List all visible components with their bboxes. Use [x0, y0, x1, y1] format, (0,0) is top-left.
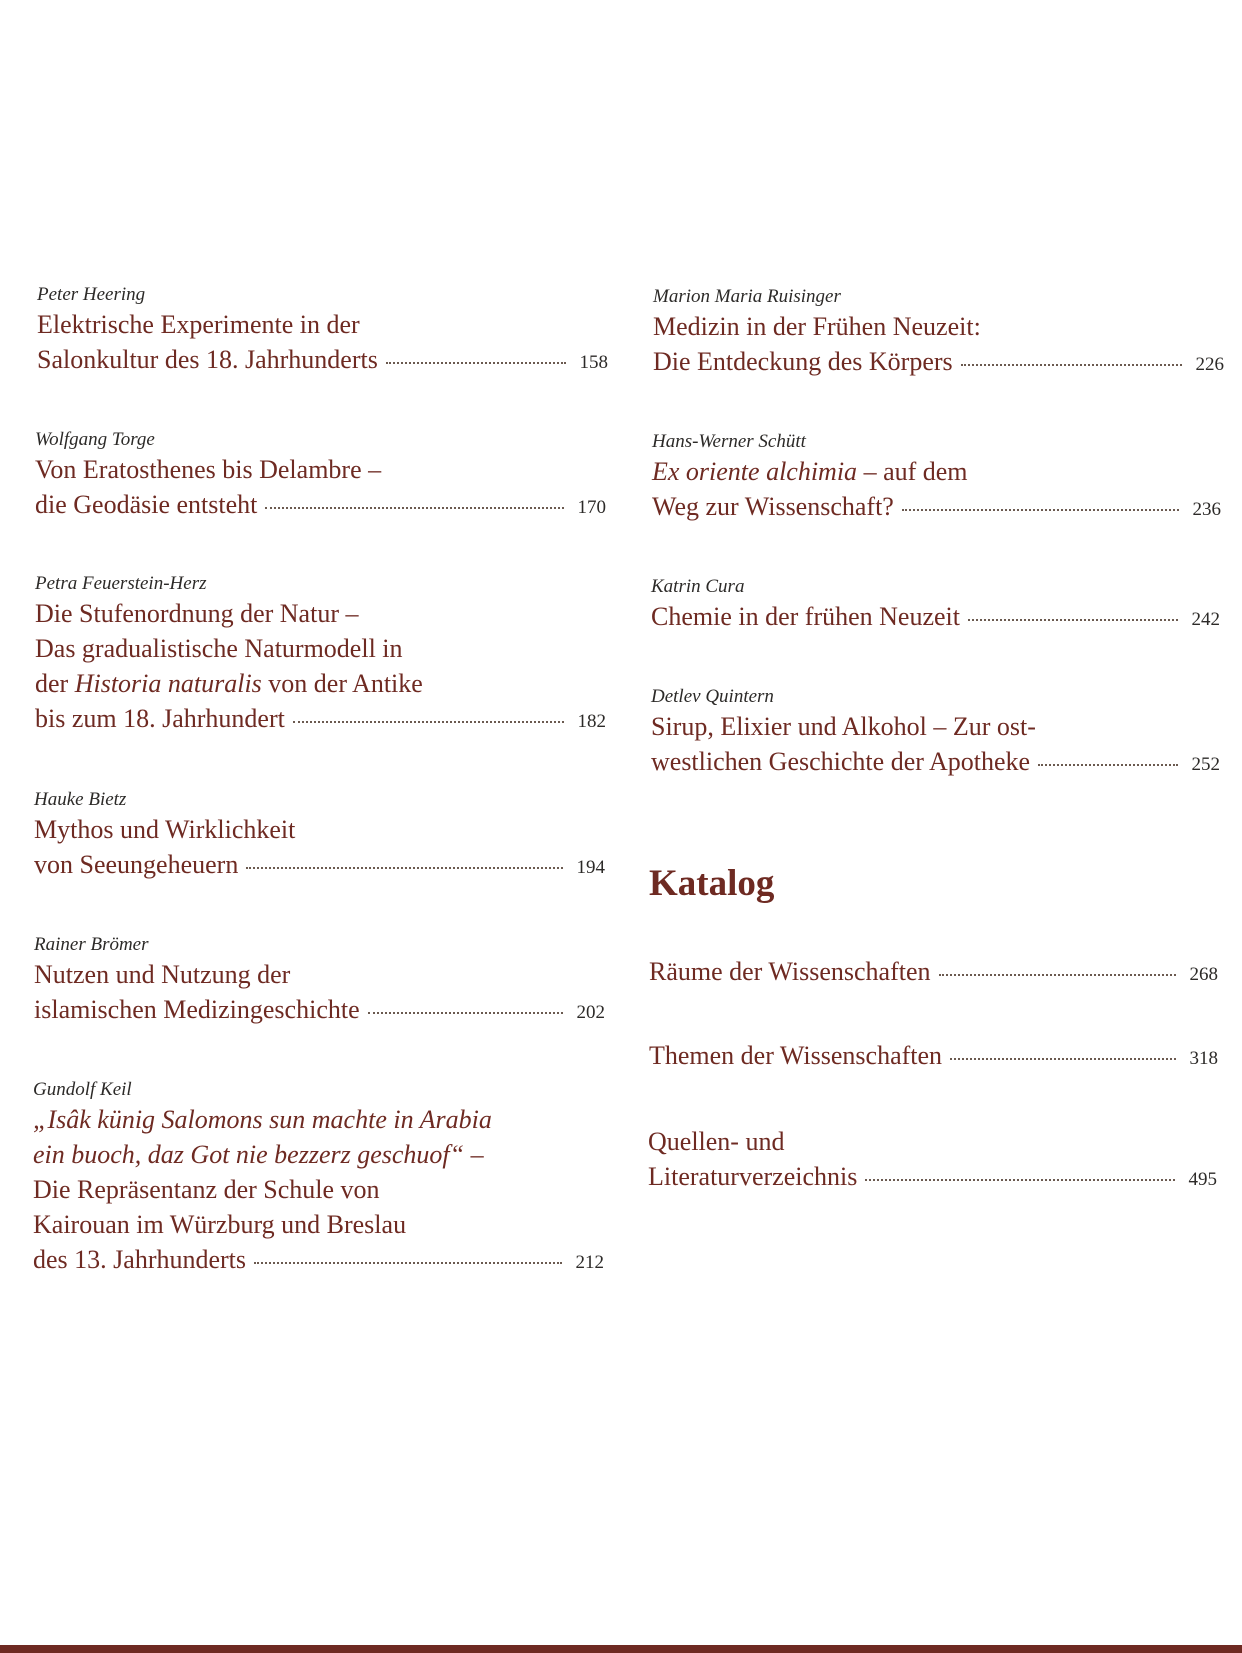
toc-entry[interactable] [35, 428, 606, 522]
title-line [653, 344, 1224, 379]
title-segment: von der Antike [261, 669, 423, 698]
page-number: 268 [1189, 964, 1218, 985]
title-line [35, 631, 606, 666]
title-segment: der [35, 669, 75, 698]
title-line [33, 1172, 604, 1207]
title-line [648, 1159, 1217, 1194]
toc-entry[interactable] [35, 572, 606, 736]
title-line [35, 666, 606, 701]
title-line [34, 992, 605, 1027]
katalog-entry[interactable] [648, 1124, 1217, 1194]
katalog-entry[interactable] [649, 1038, 1218, 1073]
toc-entry[interactable] [34, 788, 605, 882]
title-text [33, 1175, 380, 1204]
title-line [35, 487, 606, 522]
title-text [648, 1159, 857, 1194]
title-text [649, 954, 931, 989]
page-number: 158 [579, 352, 608, 373]
title-segment: des 13. Jahrhunderts [33, 1245, 247, 1274]
title-line [651, 744, 1220, 779]
title-line [33, 1102, 604, 1137]
dot-leader [865, 1179, 1175, 1181]
title-text [37, 342, 378, 377]
title-text [34, 815, 295, 844]
page-number: 212 [575, 1252, 604, 1273]
title-text [651, 599, 960, 634]
title-line [37, 342, 608, 377]
title-line [34, 957, 605, 992]
title-line [33, 1137, 604, 1172]
title-segment: islamischen Medizingeschichte [34, 995, 360, 1024]
title-line [35, 452, 606, 487]
dot-leader [961, 364, 1182, 366]
dot-leader [968, 619, 1178, 621]
title-text [653, 344, 953, 379]
title-text [35, 599, 358, 628]
title-line [653, 309, 1224, 344]
title-text [651, 744, 1030, 779]
page-number: 182 [577, 711, 606, 732]
page-number: 236 [1192, 499, 1221, 520]
katalog-heading: Katalog [649, 863, 775, 904]
dot-leader [939, 974, 1177, 976]
title-segment: – [464, 1140, 484, 1169]
title-line [35, 701, 606, 736]
toc-entry[interactable] [33, 1078, 604, 1277]
title-italic-segment: Historia naturalis [74, 669, 262, 698]
title-line [648, 1124, 1217, 1159]
author-name: Hans-Werner Schütt [652, 431, 806, 452]
bottom-bar [0, 1645, 1242, 1653]
title-segment: Räume der Wissenschaften [649, 957, 931, 986]
page-number: 226 [1195, 354, 1224, 375]
title-text [34, 992, 360, 1027]
dot-leader [902, 509, 1179, 511]
page-number: 252 [1191, 754, 1220, 775]
title-text [33, 1140, 484, 1169]
page-number: 194 [576, 857, 605, 878]
title-segment: Mythos und Wirklichkeit [34, 815, 296, 844]
title-segment: Weg zur Wissenschaft? [652, 492, 894, 521]
katalog-entry[interactable] [649, 954, 1218, 989]
title-segment: Sirup, Elixier und Alkohol – Zur ost- [651, 712, 1036, 741]
title-segment: Salonkultur des 18. Jahrhunderts [37, 345, 378, 374]
title-segment: bis zum 18. Jahrhundert [35, 704, 285, 733]
title-line [652, 489, 1221, 524]
toc-entry[interactable] [652, 430, 1221, 524]
toc-entry[interactable] [34, 933, 605, 1027]
author-name: Katrin Cura [651, 576, 745, 597]
page-number: 495 [1188, 1169, 1217, 1190]
dot-leader [368, 1012, 563, 1014]
title-line [35, 596, 606, 631]
title-line [649, 1038, 1218, 1073]
title-text [35, 634, 403, 663]
title-segment: Die Stufenordnung der Natur – [35, 599, 359, 628]
toc-entry[interactable] [37, 283, 608, 377]
title-line [34, 847, 605, 882]
title-segment: Medizin in der Frühen Neuzeit: [653, 312, 981, 341]
title-segment: Die Entdeckung des Körpers [653, 347, 953, 376]
title-text [649, 1038, 942, 1073]
title-text [34, 960, 290, 989]
dot-leader [265, 507, 564, 509]
title-segment: Nutzen und Nutzung der [34, 960, 291, 989]
title-text [653, 312, 981, 341]
author-name: Detlev Quintern [651, 686, 774, 707]
author-name: Petra Feuerstein-Herz [35, 573, 207, 594]
title-text [33, 1105, 492, 1134]
title-text [35, 669, 423, 698]
title-line [34, 812, 605, 847]
title-line [37, 307, 608, 342]
author-name: Wolfgang Torge [35, 429, 155, 450]
title-line [649, 954, 1218, 989]
title-text [652, 457, 968, 486]
dot-leader [1038, 764, 1178, 766]
title-text [35, 487, 257, 522]
title-line [651, 599, 1220, 634]
dot-leader [254, 1262, 562, 1264]
page-number: 170 [577, 497, 606, 518]
title-italic-segment: Ex oriente alchimia [652, 457, 858, 486]
author-name: Hauke Bietz [34, 789, 127, 810]
title-segment: Das gradualistische Naturmodell in [35, 634, 403, 663]
author-name: Rainer Brömer [34, 934, 149, 955]
title-italic-segment: ein buoch, daz Got nie bezzerz geschuof“ [33, 1140, 465, 1169]
title-segment: Die Repräsentanz der Schule von [33, 1175, 380, 1204]
title-text [33, 1210, 406, 1239]
title-line [33, 1207, 604, 1242]
title-text [33, 1242, 246, 1277]
title-segment: – auf dem [857, 457, 968, 486]
title-segment: die Geodäsie entsteht [35, 490, 258, 519]
title-segment: Themen der Wissenschaften [649, 1041, 943, 1070]
title-text [652, 489, 894, 524]
title-segment: Quellen- und [648, 1127, 785, 1156]
title-line [33, 1242, 604, 1277]
author-name: Peter Heering [37, 284, 146, 305]
author-name: Marion Maria Ruisinger [653, 286, 841, 307]
dot-leader [246, 867, 563, 869]
title-italic-segment: „Isâk künig Salomons sun machte in Arabia [33, 1105, 492, 1134]
title-text [648, 1127, 784, 1156]
title-text [35, 701, 285, 736]
title-text [35, 455, 381, 484]
author-name: Gundolf Keil [33, 1079, 132, 1100]
title-segment: von Seeungeheuern [34, 850, 239, 879]
page-number: 202 [576, 1002, 605, 1023]
title-segment: Elektrische Experimente in der [37, 310, 360, 339]
dot-leader [950, 1058, 1176, 1060]
title-line [652, 454, 1221, 489]
title-line [651, 709, 1220, 744]
dot-leader [386, 362, 566, 364]
title-text [34, 847, 238, 882]
toc-entry[interactable] [651, 685, 1220, 779]
title-text [37, 310, 360, 339]
dot-leader [293, 721, 564, 723]
toc-entry[interactable] [653, 285, 1224, 379]
title-segment: Literaturverzeichnis [648, 1162, 858, 1191]
toc-entry[interactable] [651, 575, 1220, 634]
page-number: 318 [1189, 1048, 1218, 1069]
title-text [651, 712, 1036, 741]
title-segment: westlichen Geschichte der Apotheke [651, 747, 1031, 776]
title-segment: Kairouan im Würzburg und Breslau [33, 1210, 407, 1239]
page-number: 242 [1191, 609, 1220, 630]
title-segment: Von Eratosthenes bis Delambre – [35, 455, 382, 484]
title-segment: Chemie in der frühen Neuzeit [651, 602, 960, 631]
